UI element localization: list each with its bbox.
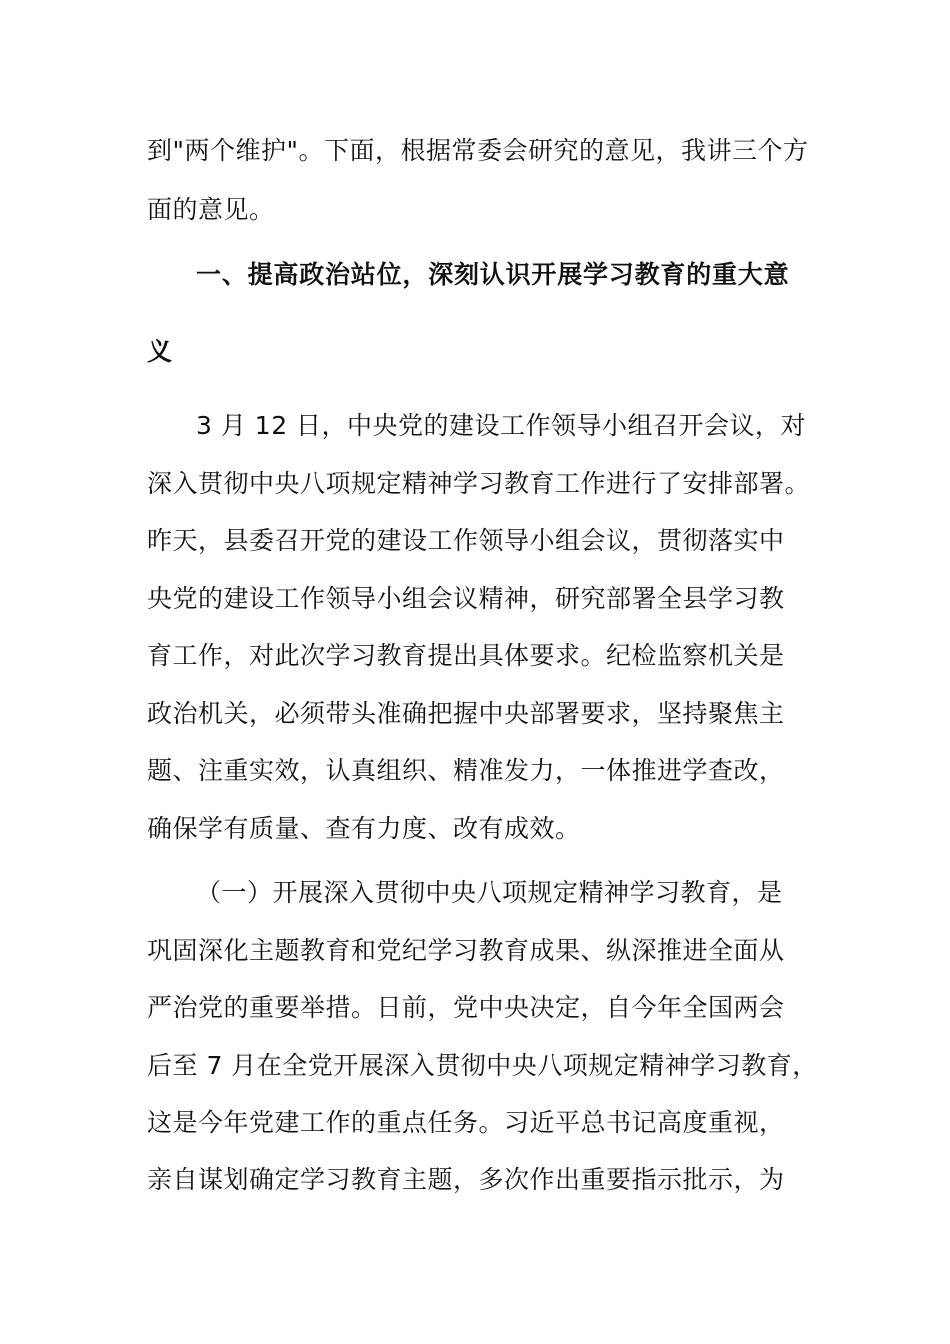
paragraph-line: 确保学有质量、查有力度、改有成效。 (147, 814, 581, 843)
paragraph-line: 央党的建设工作领导小组会议精神，研究部署全县学习教 (147, 584, 785, 613)
paragraph-line: 昨天，县委召开党的建设工作领导小组会议，贯彻落实中 (147, 526, 785, 555)
paragraph-line: 深入贯彻中央八项规定精神学习教育工作进行了安排部署。 (147, 469, 811, 498)
section-heading: 一、提高政治站位，深刻认识开展学习教育的重大意 (196, 260, 790, 289)
paragraph-line: 面的意见。 (147, 195, 275, 224)
section-heading-continued: 义 (147, 337, 173, 366)
paragraph-line: 后至 7 月在全党开展深入贯彻中央八项规定精神学习教育， (147, 1051, 818, 1080)
paragraph-line: （一）开展深入贯彻中央八项规定精神学习教育，是 (196, 878, 783, 907)
paragraph-line: 育工作，对此次学习教育提出具体要求。纪检监察机关是 (147, 641, 785, 670)
paragraph-line: 这是今年党建工作的重点任务。习近平总书记高度重视， (147, 1108, 785, 1137)
paragraph-line: 巩固深化主题教育和党纪学习教育成果、纵深推进全面从 (147, 936, 785, 965)
paragraph-line: 严治党的重要举措。日前，党中央决定，自今年全国两会 (147, 993, 785, 1022)
paragraph-line: 题、注重实效，认真组织、精准发力，一体推进学查改， (147, 756, 785, 785)
paragraph-line: 3 月 12 日，中央党的建设工作领导小组召开会议，对 (196, 411, 807, 440)
paragraph-line: 亲自谋划确定学习教育主题，多次作出重要指示批示，为 (147, 1165, 785, 1194)
paragraph-line: 政治机关，必须带头准确把握中央部署要求，坚持聚焦主 (147, 699, 785, 728)
paragraph-line: 到"两个维护"。下面，根据常委会研究的意见，我讲三个方 (147, 136, 809, 165)
